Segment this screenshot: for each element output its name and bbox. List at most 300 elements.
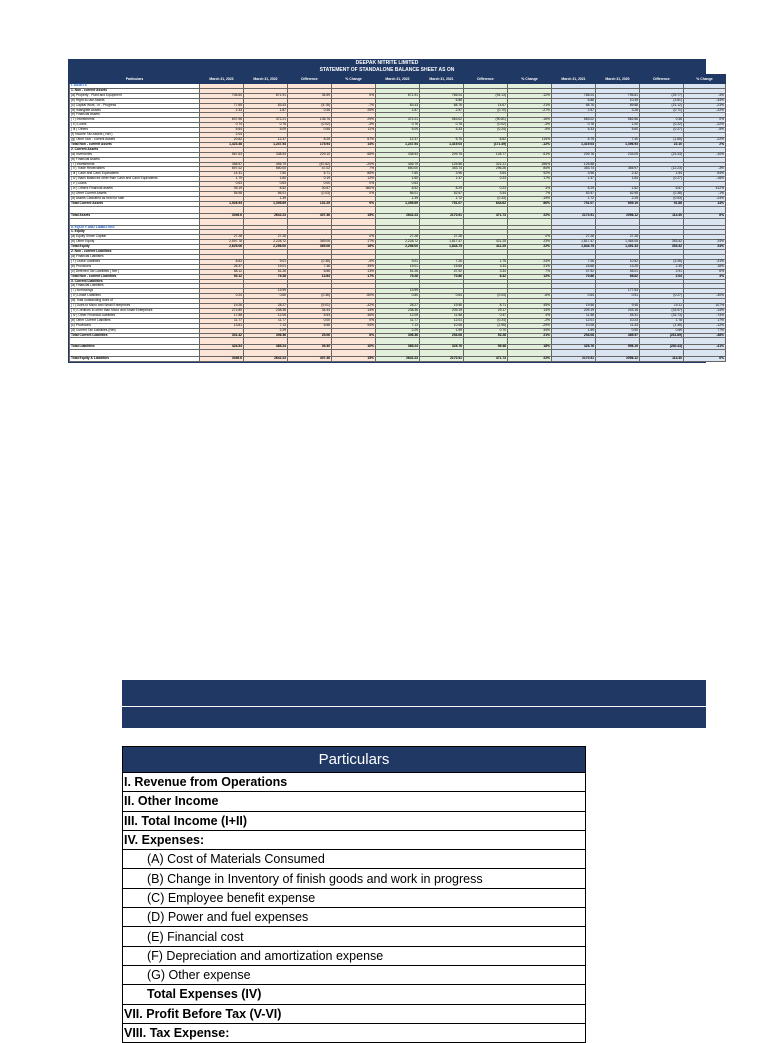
bs-cell: 1.75: [464, 259, 508, 264]
bs-cell: [684, 218, 726, 225]
bs-row-label: ( i ) Investments: [70, 118, 200, 123]
bs-cell: -12%: [684, 323, 726, 328]
bs-cell: 13.29: [596, 264, 640, 269]
bs-cell: (0.02): [288, 123, 332, 128]
bs-cell: 338.53: [376, 152, 420, 157]
bs-cell: 45.01: [596, 269, 640, 274]
bs-cell: 55.98: [200, 191, 244, 196]
bs-cell: (1.65): [640, 137, 684, 142]
bs-cell: (0.24): [464, 128, 508, 133]
bs-column-header: March 31, 2023: [200, 75, 244, 84]
bs-cell: 4%: [508, 313, 552, 318]
bs-cell: 115%: [508, 137, 552, 142]
bs-cell: 2170.51: [420, 213, 464, 218]
bs-row-label: (c) Other Current Assets: [70, 191, 200, 196]
bs-cell: 353.42: [640, 240, 684, 245]
bs-cell: 0.69: [640, 328, 684, 333]
bs-cell: 68.76: [420, 103, 464, 108]
bs-cell: 2,228.72: [244, 240, 288, 245]
bs-cell: 0.60: [376, 294, 420, 299]
bs-cell: 5.64: [200, 128, 244, 133]
bs-cell: 68.82: [596, 274, 640, 279]
bs-cell: 365.97: [596, 167, 640, 172]
bs-cell: 209.76: [420, 152, 464, 157]
bs-cell: 1.54: [640, 172, 684, 177]
bs-row-label: Total Equity & Liabilities: [70, 357, 200, 362]
bs-cell: 1.79: [200, 177, 244, 182]
bs-cell: 2%: [684, 142, 726, 147]
bs-row-label: (iii) Total outstanding dues of: [70, 299, 200, 304]
bs-cell: 8.42: [464, 274, 508, 279]
bs-cell: 21%: [508, 264, 552, 269]
bs-cell: 6%: [684, 269, 726, 274]
bs-cell: 24%: [508, 259, 552, 264]
bs-cell: 3.96: [552, 172, 596, 177]
bs-cell: 51.26: [376, 269, 420, 274]
bs-cell: -48%: [684, 333, 726, 338]
bs-row: [70, 357, 726, 362]
bs-cell: 8.52: [244, 187, 288, 192]
pl-row: [123, 888, 586, 907]
bs-column-header: % Change: [332, 75, 376, 84]
bs-cell: 8.29: [552, 187, 596, 192]
bs-cell: 6.68: [288, 323, 332, 328]
bs-cell: 1,844.75: [552, 245, 596, 250]
bs-row-label: Total Assets: [70, 213, 200, 218]
bs-cell: 10.49: [596, 98, 640, 103]
bs-cell: 11.43: [596, 323, 640, 328]
bs-cell: (23.33): [640, 152, 684, 157]
bs-cell: 2.57: [552, 108, 596, 113]
pl-row-label: (A) Cost of Materials Consumed: [123, 850, 586, 869]
bs-cell: 15.68: [420, 264, 464, 269]
bs-cell: 7%: [508, 191, 552, 196]
bs-cell: 353.74: [420, 167, 464, 172]
bs-row-label: Total Liabilities: [70, 345, 200, 350]
pl-row-label: III. Total Income (I+II): [123, 811, 586, 830]
bs-column-header: March 31, 2022: [376, 75, 420, 84]
bs-cell: 1,247.54: [376, 142, 420, 147]
bs-cell: 1.37: [552, 177, 596, 182]
pl-row: [123, 830, 586, 849]
bs-cell: 2.04: [640, 274, 684, 279]
bs-cell: 485.97: [596, 333, 640, 338]
bs-cell: 77.65: [200, 103, 244, 108]
bs-cell: 14%: [684, 201, 726, 206]
bs-cell: 2,625.06: [200, 245, 244, 250]
bs-cell: (1.35): [640, 323, 684, 328]
bs-cell: 562.66: [596, 118, 640, 123]
bs-cell: 27.28: [244, 235, 288, 240]
bs-cell: 238.36: [376, 308, 420, 313]
bs-cell: 12.37: [244, 137, 288, 142]
bs-cell: 7.60: [376, 172, 420, 177]
bs-cell: 607.96: [200, 118, 244, 123]
bs-cell: 13.81: [200, 323, 244, 328]
bs-row-label: (a) Financial Liabilities: [70, 255, 200, 260]
balance-sheet-header-row: [70, 75, 726, 84]
bs-cell: 84%: [508, 167, 552, 172]
bs-row-label: (c) Provisions: [70, 323, 200, 328]
bs-cell: 1,817.47: [552, 240, 596, 245]
bs-cell: 296.26: [464, 167, 508, 172]
bs-cell: -2%: [508, 318, 552, 323]
bs-cell: 0.24: [200, 294, 244, 299]
bs-cell: 209.19: [552, 308, 596, 313]
bs-cell: 52.95: [596, 191, 640, 196]
bs-cell: 3.64: [464, 172, 508, 177]
bs-column-header: Difference: [640, 75, 684, 84]
bs-cell: [464, 218, 508, 225]
bs-cell: -30%: [684, 294, 726, 299]
bs-cell: [552, 218, 596, 225]
bs-cell: 11.77: [244, 318, 288, 323]
bs-cell: 2.29: [376, 328, 420, 333]
pl-row: [123, 792, 586, 811]
bs-cell: 0.76: [244, 123, 288, 128]
pl-row-label: VIII. Tax Expense:: [123, 1023, 586, 1042]
bs-cell: 1.72: [552, 196, 596, 201]
bs-cell: 385.24: [376, 345, 420, 350]
bs-column-header: March 31, 2022: [244, 75, 288, 84]
bs-cell: 19.01: [244, 264, 288, 269]
bs-cell: 2170.51: [552, 357, 596, 362]
bs-cell: (2.95): [464, 323, 508, 328]
bs-cell: 6.88: [420, 98, 464, 103]
bs-cell: 68.76: [552, 103, 596, 108]
bs-cell: 2.25: [596, 196, 640, 201]
bs-cell: 13.99: [244, 289, 288, 294]
bs-cell: 131.25: [288, 201, 332, 206]
bs-cell: 3.28: [596, 108, 640, 113]
bs-cell: 56.01: [244, 191, 288, 196]
bs-cell: 2,228.72: [376, 240, 420, 245]
bs-cell: 13%: [332, 269, 376, 274]
bs-cell: 2.91: [640, 269, 684, 274]
bs-row-label: ( iv ) Other Financial Liabilities: [70, 313, 200, 318]
bs-cell: 2642.23: [244, 357, 288, 362]
bs-cell: 27.28: [376, 235, 420, 240]
bs-cell: 34.59: [288, 93, 332, 98]
bs-row-label: (c) Capital Work - in - Progress: [70, 103, 200, 108]
bs-cell: -16%: [508, 118, 552, 123]
bs-cell: -74%: [684, 313, 726, 318]
bs-cell: 93.12: [200, 274, 244, 279]
bs-cell: 79.28: [376, 274, 420, 279]
bs-row-label: ( v ) Loans: [70, 182, 200, 187]
bs-cell: -6%: [508, 294, 552, 299]
bs-cell: 0.23: [464, 177, 508, 182]
bs-cell: 30.67: [288, 187, 332, 192]
bs-cell: (231.89): [640, 333, 684, 338]
bs-cell: 3049.6: [200, 213, 244, 218]
bs-column-header: Particulars: [70, 75, 200, 84]
bs-cell: (0.38): [640, 191, 684, 196]
bs-cell: -27%: [508, 108, 552, 113]
bs-cell: 2.04: [200, 133, 244, 138]
bs-cell: 563.02: [420, 118, 464, 123]
bs-row-label: ( i ) Dues to Micro and Small Enterprises: [70, 304, 200, 309]
bs-cell: [640, 218, 684, 225]
bs-cell: -60%: [332, 294, 376, 299]
bs-cell: 0.60: [244, 294, 288, 299]
bs-cell: 411.25: [464, 245, 508, 250]
pl-subtitle-band: [122, 706, 706, 729]
bs-cell: 243.16: [596, 308, 640, 313]
bs-cell: 10.08: [552, 323, 596, 328]
bs-cell: 2,597.78: [200, 240, 244, 245]
bs-row-label: (b) Other Equity: [70, 240, 200, 245]
bs-row-label: 3. Current Liabilities: [70, 279, 200, 284]
bs-cell: 77%: [684, 328, 726, 333]
bs-row-label: (b) Financial Assets: [70, 157, 200, 162]
bs-cell: (0.27): [640, 177, 684, 182]
bs-cell: 135.75: [288, 118, 332, 123]
bs-cell: 8.52: [376, 187, 420, 192]
balance-sheet: [68, 59, 724, 363]
bs-cell: 338.53: [244, 152, 288, 157]
bs-cell: 26.37: [200, 264, 244, 269]
bs-cell: 471.73: [464, 213, 508, 218]
pl-row-label: I. Revenue from Operations: [123, 773, 586, 792]
pl-row-label: (E) Financial cost: [123, 927, 586, 946]
bs-cell: 92%: [508, 172, 552, 177]
bs-cell: 125.58: [552, 162, 596, 167]
bs-cell: 1,526.94: [200, 201, 244, 206]
bs-cell: 0.23: [464, 187, 508, 192]
bs-cell: 1,844.75: [420, 245, 464, 250]
bs-cell: (3.61): [640, 98, 684, 103]
bs-row-label: Total Non - current Liabilities: [70, 274, 200, 279]
bs-cell: 14.67: [464, 103, 508, 108]
bs-cell: 128.77: [464, 152, 508, 157]
bs-cell: 2,256.00: [244, 245, 288, 250]
bs-cell: 12.37: [376, 137, 420, 142]
bs-cell: 0.64: [420, 294, 464, 299]
bs-cell: 5.09: [244, 128, 288, 133]
bs-cell: 6.86: [288, 269, 332, 274]
bs-cell: 6.67: [640, 187, 684, 192]
bs-row-label: II. EQUITY AND LIABILITIES: [70, 225, 200, 230]
bs-cell: 12.01: [552, 318, 596, 323]
bs-cell: 2642.23: [376, 357, 420, 362]
bs-cell: 0%: [332, 235, 376, 240]
bs-cell: 14%: [508, 308, 552, 313]
bs-cell: 1,491.33: [596, 245, 640, 250]
bs-cell: 1,817.47: [420, 240, 464, 245]
bs-cell: -22%: [684, 108, 726, 113]
bs-cell: 325.76: [420, 345, 464, 350]
bs-cell: 1.39: [376, 196, 420, 201]
bs-cell: 83.43: [376, 103, 420, 108]
bs-cell: 0.36: [640, 118, 684, 123]
bs-cell: 47.92: [552, 269, 596, 274]
bs-row-label: ( i ) Borrowings: [70, 289, 200, 294]
profit-loss-table: [122, 746, 586, 1043]
bs-cell: 22%: [508, 245, 552, 250]
bs-cell: 14.31: [200, 172, 244, 177]
bs-cell: 2.29: [244, 328, 288, 333]
bs-cell: 9.45: [596, 304, 640, 309]
bs-cell: 8.71: [464, 304, 508, 309]
bs-cell: -3%: [332, 123, 376, 128]
bs-cell: 12.05: [244, 313, 288, 318]
bs-cell: 3.33: [464, 264, 508, 269]
bs-row-label: (a) Equity Share Capital: [70, 235, 200, 240]
bs-column-header: % Change: [684, 75, 726, 84]
pl-row: [123, 927, 586, 946]
bs-cell: -24%: [684, 196, 726, 201]
bs-cell: (94.13): [464, 93, 508, 98]
bs-cell: 11.77: [376, 318, 420, 323]
bs-cell: -4%: [332, 259, 376, 264]
bs-cell: 12%: [508, 274, 552, 279]
bs-cell: 472.21: [244, 118, 288, 123]
bs-cell: 3%: [508, 187, 552, 192]
bs-cell: 8%: [332, 333, 376, 338]
bs-cell: 114.40: [640, 357, 684, 362]
bs-cell: 12%: [332, 177, 376, 182]
bs-cell: [508, 218, 552, 225]
bs-cell: 0.70: [464, 328, 508, 333]
bs-cell: 114.40: [640, 213, 684, 218]
bs-cell: 0%: [508, 235, 552, 240]
bs-cell: -10%: [684, 152, 726, 157]
bs-cell: (12.23): [640, 167, 684, 172]
bs-cell: 1.72: [420, 196, 464, 201]
bs-row-label: ( ii ) Creditors to other than Micro and Small Enterprises: [70, 308, 200, 313]
bs-row-label: (d) Current Tax Liabilities (Net): [70, 328, 200, 333]
bs-cell: 751.07: [420, 201, 464, 206]
bs-row-label: (g) Other Non - current Assets: [70, 137, 200, 142]
bs-cell: 358.97: [200, 162, 244, 167]
bs-row-label: ( iv ) Bank Balances other than Cash and Cash Equivalents: [70, 177, 200, 182]
bs-cell: 751.07: [552, 201, 596, 206]
bs-cell: -12%: [508, 93, 552, 98]
bs-cell: 424.54: [200, 345, 244, 350]
bs-cell: 7.26: [552, 259, 596, 264]
bs-cell: (87.82): [288, 162, 332, 167]
bs-cell: 15%: [332, 213, 376, 218]
bs-row-label: ( ii ) Trade Receivables: [70, 167, 200, 172]
bs-cell: (0.22): [640, 123, 684, 128]
bs-cell: 321.21: [464, 162, 508, 167]
pl-particulars-header: Particulars: [123, 747, 586, 773]
bs-cell: 19.56: [552, 304, 596, 309]
bs-cell: 1,419.03: [420, 142, 464, 147]
pl-row: [123, 946, 586, 965]
bs-cell: 369.06: [288, 240, 332, 245]
bs-cell: 7.36: [288, 264, 332, 269]
bs-cell: 28.27: [244, 304, 288, 309]
bs-cell: 59.48: [464, 345, 508, 350]
bs-cell: 256%: [508, 162, 552, 167]
bs-cell: 3.44: [464, 191, 508, 196]
bs-cell: 10.52: [596, 259, 640, 264]
bs-column-header: % Change: [508, 75, 552, 84]
bs-cell: 360%: [332, 187, 376, 192]
profit-loss-section: [122, 680, 706, 1040]
bs-row-label: 1. Non - current Assets: [70, 88, 200, 93]
bs-cell: 446.79: [244, 162, 288, 167]
bs-cell: 1,419.03: [552, 142, 596, 147]
bs-cell: 0.47: [464, 313, 508, 318]
bs-cell: 125.58: [420, 162, 464, 167]
bs-cell: 39%: [332, 264, 376, 269]
bs-cell: 88%: [332, 172, 376, 177]
bs-cell: 20.62: [200, 137, 244, 142]
bs-cell: 52.57: [552, 191, 596, 196]
bs-cell: -5%: [684, 128, 726, 133]
bs-cell: 0.76: [376, 123, 420, 128]
bs-cell: -31%: [684, 259, 726, 264]
pl-row: [123, 1004, 586, 1023]
pl-title-band: [122, 680, 706, 706]
pl-row: [123, 908, 586, 927]
bs-cell: -4%: [684, 93, 726, 98]
bs-cell: 5.60: [596, 128, 640, 133]
pl-row: [123, 965, 586, 984]
bs-row-label: Total Current Liabilities: [70, 333, 200, 338]
bs-cell: -19%: [508, 196, 552, 201]
bs-cell: 47.92: [420, 269, 464, 274]
company-name: DEEPAK NITRITE LIMITED: [69, 60, 705, 67]
bs-cell: 0%: [332, 191, 376, 196]
bs-cell: 11%: [332, 128, 376, 133]
bs-cell: 68%: [332, 152, 376, 157]
bs-cell: 44%: [508, 328, 552, 333]
bs-cell: 353.74: [552, 167, 596, 172]
bs-cell: 2.33: [200, 108, 244, 113]
bs-row-label: ( iii ) Cash and Cash Equivalents: [70, 172, 200, 177]
bs-cell: 472.21: [376, 118, 420, 123]
bs-cell: 0.00: [288, 318, 332, 323]
bs-cell: 7%: [508, 269, 552, 274]
bs-cell: 8.25: [288, 137, 332, 142]
bs-cell: 2170.51: [552, 213, 596, 218]
bs-cell: 23%: [508, 240, 552, 245]
bs-cell: (0.71): [640, 108, 684, 113]
bs-cell: 2170.51: [420, 357, 464, 362]
bs-cell: 10.08: [420, 323, 464, 328]
bs-cell: 0.19: [288, 177, 332, 182]
bs-cell: -14%: [684, 308, 726, 313]
bs-cell: 0%: [332, 318, 376, 323]
bs-cell: 0.00: [288, 182, 332, 187]
bs-cell: 7%: [332, 167, 376, 172]
bs-cell: 5.33: [552, 128, 596, 133]
bs-row-label: Total Current Assets: [70, 201, 200, 206]
pl-row: [123, 773, 586, 792]
bs-cell: 446.79: [376, 162, 420, 167]
bs-cell: 567.63: [200, 152, 244, 157]
bs-cell: 1,395.69: [244, 201, 288, 206]
pl-row-label: (F) Depreciation and amortization expense: [123, 946, 586, 965]
bs-cell: 1,247.54: [244, 142, 288, 147]
bs-cell: [244, 218, 288, 225]
bs-cell: 91.88: [640, 201, 684, 206]
bs-cell: 5.75: [420, 137, 464, 142]
bs-cell: 17%: [684, 318, 726, 323]
bs-cell: -12%: [508, 142, 552, 147]
bs-cell: 107%: [684, 304, 726, 309]
pl-row-label: II. Other Income: [123, 792, 586, 811]
bs-cell: 650.00: [244, 167, 288, 172]
bs-cell: 5.09: [376, 128, 420, 133]
bs-cell: 659.19: [596, 201, 640, 206]
bs-cell: 0.91: [596, 294, 640, 299]
bs-cell: (29.77): [640, 93, 684, 98]
